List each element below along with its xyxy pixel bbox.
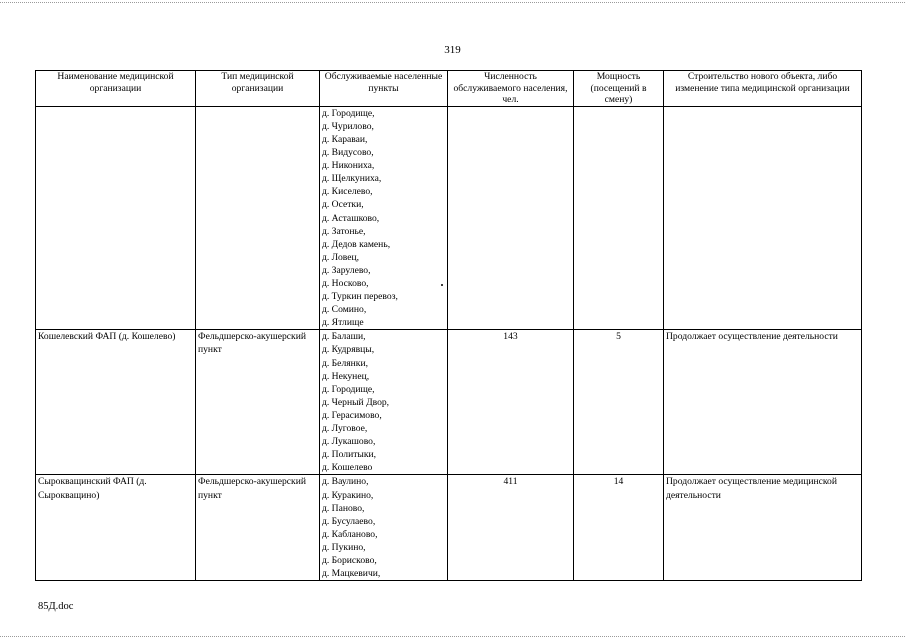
org-name-cell — [36, 106, 196, 330]
settlement-item: д. Балаши, — [322, 331, 366, 343]
page-number: 319 — [444, 44, 461, 56]
settlements-list — [322, 475, 445, 580]
capacity-cell: 14 — [574, 475, 664, 581]
settlement-item: д. Носково, — [322, 278, 369, 289]
settlement-item: д. Асташково, — [322, 212, 380, 224]
scan-edge-bottom — [0, 636, 905, 637]
settlement-item: д. Черный Двор, — [322, 396, 390, 408]
settlement-item: д. Герасимово, — [322, 409, 382, 421]
capacity-cell — [574, 106, 664, 330]
settlements-list — [322, 330, 445, 474]
header-capacity: Мощность (посещений в смену) — [574, 71, 664, 107]
settlement-item: д. Ваулино, — [322, 476, 369, 488]
settlement-item: д. Белянки, — [322, 357, 368, 369]
header-org-type: Тип медицинской организации — [196, 71, 320, 107]
population-cell: 411 — [448, 475, 574, 581]
settlement-item: д. Городище, — [322, 383, 375, 395]
settlements-cell — [320, 475, 448, 581]
settlement-item: д. Сомино, — [322, 304, 367, 316]
settlement-item: д. Дедов камень, — [322, 238, 391, 250]
settlements-list — [322, 107, 445, 330]
settlement-item: д. Осетки, — [322, 199, 364, 211]
org-name-cell: Сырокващинский ФАП (д. Сырокващино) — [36, 475, 196, 581]
settlements-cell — [320, 330, 448, 475]
settlement-item: д. Пукино, — [322, 541, 366, 553]
settlement-item: д. Политыки, — [322, 449, 377, 461]
settlement-item: д. Туркин перевоз, — [322, 291, 398, 303]
settlement-item: д. Борисково, — [322, 554, 377, 566]
settlement-item: д. Мацкевичи, — [322, 568, 381, 580]
header-settlements: Обслуживаемые населенные пункты — [320, 71, 448, 107]
header-construction: Строительство нового объекта, либо изменение типа медицинской организации — [664, 71, 862, 107]
status-cell: Продолжает осуществление медицинской деятельности — [664, 475, 862, 581]
table-row — [36, 475, 862, 581]
settlement-item: д. Ловец, — [322, 251, 360, 263]
scan-edge-top — [0, 2, 905, 3]
org-type-cell: Фельдшерско-акушерский пункт — [196, 475, 320, 581]
settlement-item: д. Видусово, — [322, 147, 374, 159]
settlement-item: д. Кошелево — [322, 462, 373, 474]
org-type-cell — [196, 106, 320, 330]
header-org-name: Наименование медицинской организации — [36, 71, 196, 107]
table-header-row — [36, 71, 862, 107]
footer-filename: 85Д.doc — [38, 601, 74, 612]
settlement-item: д. Городище, — [322, 107, 375, 119]
settlement-item: д. Луговое, — [322, 423, 368, 435]
scan-speck — [441, 284, 443, 286]
header-population: Численность обслуживаемого населения, чел. — [448, 71, 574, 107]
settlement-item: д. Затонье, — [322, 225, 366, 237]
settlements-cell — [320, 106, 448, 330]
settlement-item: д. Некунец, — [322, 370, 370, 382]
population-cell: 143 — [448, 330, 574, 475]
settlement-item: д. Киселево, — [322, 186, 373, 198]
settlement-item: д. Ятлище — [322, 317, 364, 329]
settlement-item: д. Никониха, — [322, 160, 375, 172]
settlement-item: д. Зарулево, — [322, 264, 371, 276]
settlement-item: д. Чурилово, — [322, 120, 374, 132]
settlement-item: д. Бусулаево, — [322, 515, 376, 527]
capacity-cell: 5 — [574, 330, 664, 475]
table-row — [36, 330, 862, 475]
settlement-item: д. Паново, — [322, 502, 365, 514]
org-type-cell: Фельдшерско-акушерский пункт — [196, 330, 320, 475]
settlement-item: д. Кудрявцы, — [322, 344, 375, 356]
medical-organizations-table — [35, 70, 862, 581]
settlement-item: д. Лукашово, — [322, 436, 376, 448]
population-cell — [448, 106, 574, 330]
status-cell: Продолжает осуществление деятельности — [664, 330, 862, 475]
settlement-item: д. Кабланово, — [322, 528, 378, 540]
status-cell — [664, 106, 862, 330]
settlement-item: д. Караваи, — [322, 133, 368, 145]
settlement-item: д. Куракино, — [322, 489, 374, 501]
table-row — [36, 106, 862, 330]
org-name-cell: Кошелевский ФАП (д. Кошелево) — [36, 330, 196, 475]
settlement-item: д. Щелкуниха, — [322, 173, 382, 185]
